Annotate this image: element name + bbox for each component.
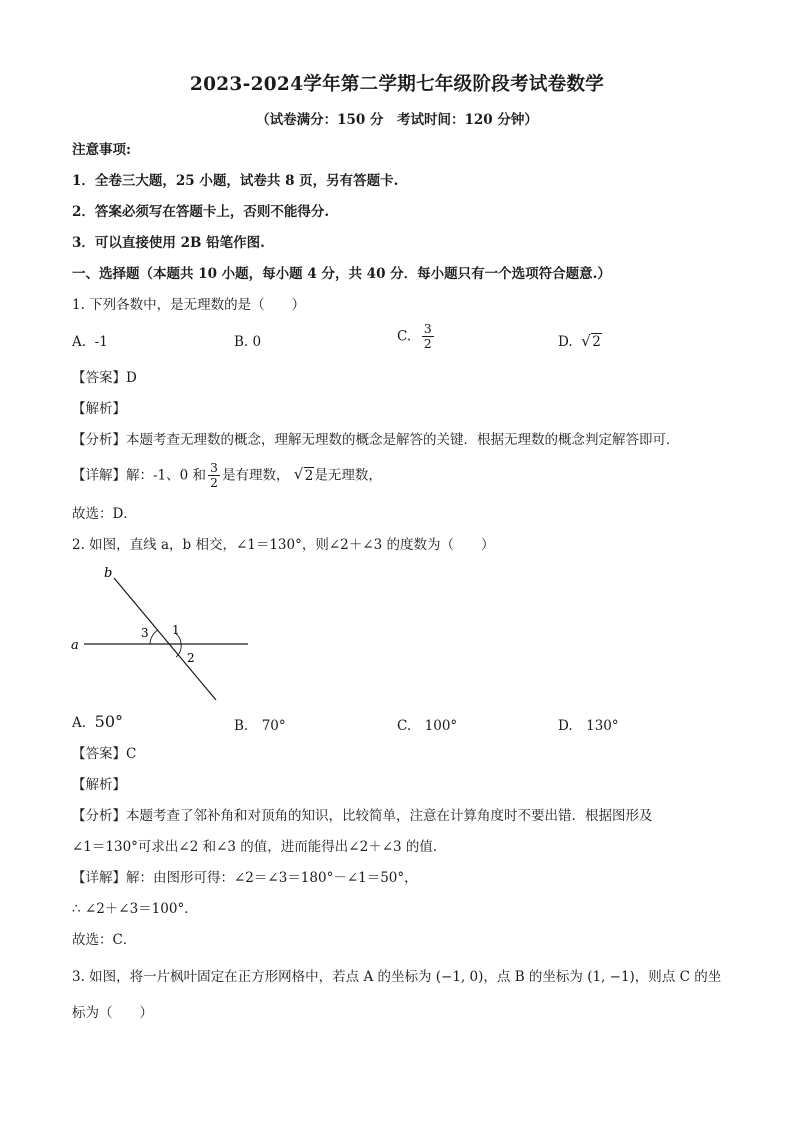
answer-tag: 【答案】 bbox=[72, 746, 126, 762]
q1-option-b[interactable]: B. 0 bbox=[234, 334, 262, 350]
q1-conclusion: 故选：D． bbox=[72, 506, 137, 522]
q1-analysis bbox=[72, 431, 680, 449]
label-1: 1 bbox=[172, 623, 180, 637]
detail-text: 是有理数， bbox=[221, 467, 290, 484]
q2-detail bbox=[72, 869, 418, 887]
detail-tag: 【详解】 bbox=[72, 870, 126, 886]
q2-option-a[interactable] bbox=[72, 712, 123, 731]
question-2-stem: 2. 如图，直线 a，b 相交，∠1＝130°，则∠2＋∠3 的度数为（ ） bbox=[72, 537, 495, 553]
page-title: 2023-2024学年第二学期七年级阶段考试卷数学 bbox=[189, 74, 605, 95]
label-3: 3 bbox=[141, 626, 149, 640]
page-subtitle: （试卷满分：150 分 考试时间：120 分钟） bbox=[256, 112, 538, 128]
detail-text: 解：-1、0 和 bbox=[126, 467, 207, 484]
q1-detail bbox=[72, 461, 382, 490]
fraction: $\frac{3}{2}$ bbox=[423, 321, 432, 351]
analysis-text: 本题考查无理数的概念，理解无理数的概念是解答的关键．根据无理数的概念判定解答即可． bbox=[126, 432, 680, 448]
analysis-text: 本题考查了邻补角和对顶角的知识，比较简单，注意在计算角度时不要出错．根据图形及 bbox=[126, 808, 653, 824]
angle-3-arc bbox=[150, 630, 158, 644]
label-b: b bbox=[104, 566, 113, 581]
analysis-tag: 【分析】 bbox=[72, 432, 126, 448]
q1-jiexi: 【解析】 bbox=[72, 401, 126, 417]
analysis-tag: 【分析】 bbox=[72, 808, 126, 824]
answer-value: C bbox=[126, 746, 137, 762]
q2-analysis bbox=[72, 807, 653, 825]
question-3-stem-continued: 标为（ ） bbox=[72, 1005, 153, 1021]
answer-tag: 【答案】 bbox=[72, 370, 126, 386]
q2-answer bbox=[72, 745, 136, 763]
option-label: A. bbox=[72, 334, 87, 350]
q2-option-d[interactable]: D. 130° bbox=[558, 718, 619, 734]
detail-text: 是无理数， bbox=[314, 467, 382, 484]
q1-answer bbox=[72, 369, 137, 387]
q2-jiexi: 【解析】 bbox=[72, 777, 126, 793]
note-item: 3．可以直接使用 2B 铅笔作图. bbox=[72, 235, 265, 251]
question-3-stem: 3. 如图，将一片枫叶固定在正方形网格中，若点 A 的坐标为 (−1, 0)，点 B 的坐标为 (1, −1)，则点 C 的坐 bbox=[72, 969, 722, 985]
q2-intersecting-lines-figure bbox=[68, 562, 258, 707]
option-label: C. bbox=[397, 328, 412, 345]
q1-option-a[interactable] bbox=[72, 334, 108, 350]
q1-option-c[interactable] bbox=[397, 322, 436, 351]
q2-conclusion: 故选：C． bbox=[72, 932, 137, 948]
square-root: √ 2 bbox=[293, 464, 314, 484]
option-value: 50° bbox=[94, 712, 123, 731]
answer-value: D bbox=[126, 370, 137, 386]
note-item: 2．答案必须写在答题卡上，否则不能得分. bbox=[72, 204, 330, 220]
q2-analysis-continued: ∠1＝130°可求出∠2 和∠3 的值，进而能得出∠2＋∠3 的值． bbox=[72, 839, 447, 855]
section-heading: 一、选择题（本题共 10 小题，每小题 4 分，共 40 分．每小题只有一个选项符合题意.） bbox=[72, 266, 611, 282]
notes-heading: 注意事项: bbox=[72, 142, 131, 158]
label-a: a bbox=[71, 638, 79, 653]
q1-option-d[interactable] bbox=[558, 334, 602, 350]
detail-text: 解：由图形可得：∠2＝∠3＝180°－∠1＝50°， bbox=[126, 870, 418, 886]
q2-option-b[interactable]: B. 70° bbox=[234, 718, 286, 734]
option-label: D. bbox=[558, 334, 573, 350]
line-b bbox=[114, 578, 216, 700]
fraction: $\frac{3}{2}$ bbox=[210, 460, 218, 490]
option-label: A. bbox=[72, 715, 87, 731]
question-1-stem: 1. 下列各数中，是无理数的是（ ） bbox=[72, 297, 306, 313]
note-item: 1．全卷三大题，25 小题，试卷共 8 页，另有答题卡. bbox=[72, 173, 399, 189]
label-2: 2 bbox=[187, 651, 195, 665]
option-value: -1 bbox=[94, 334, 108, 350]
detail-tag: 【详解】 bbox=[72, 467, 126, 484]
angle-2-arc bbox=[176, 644, 181, 657]
q2-option-c[interactable]: C. 100° bbox=[397, 718, 458, 734]
q2-detail-continued: ∴ ∠2＋∠3＝100°． bbox=[72, 901, 198, 917]
square-root: √ 2 bbox=[581, 332, 601, 350]
